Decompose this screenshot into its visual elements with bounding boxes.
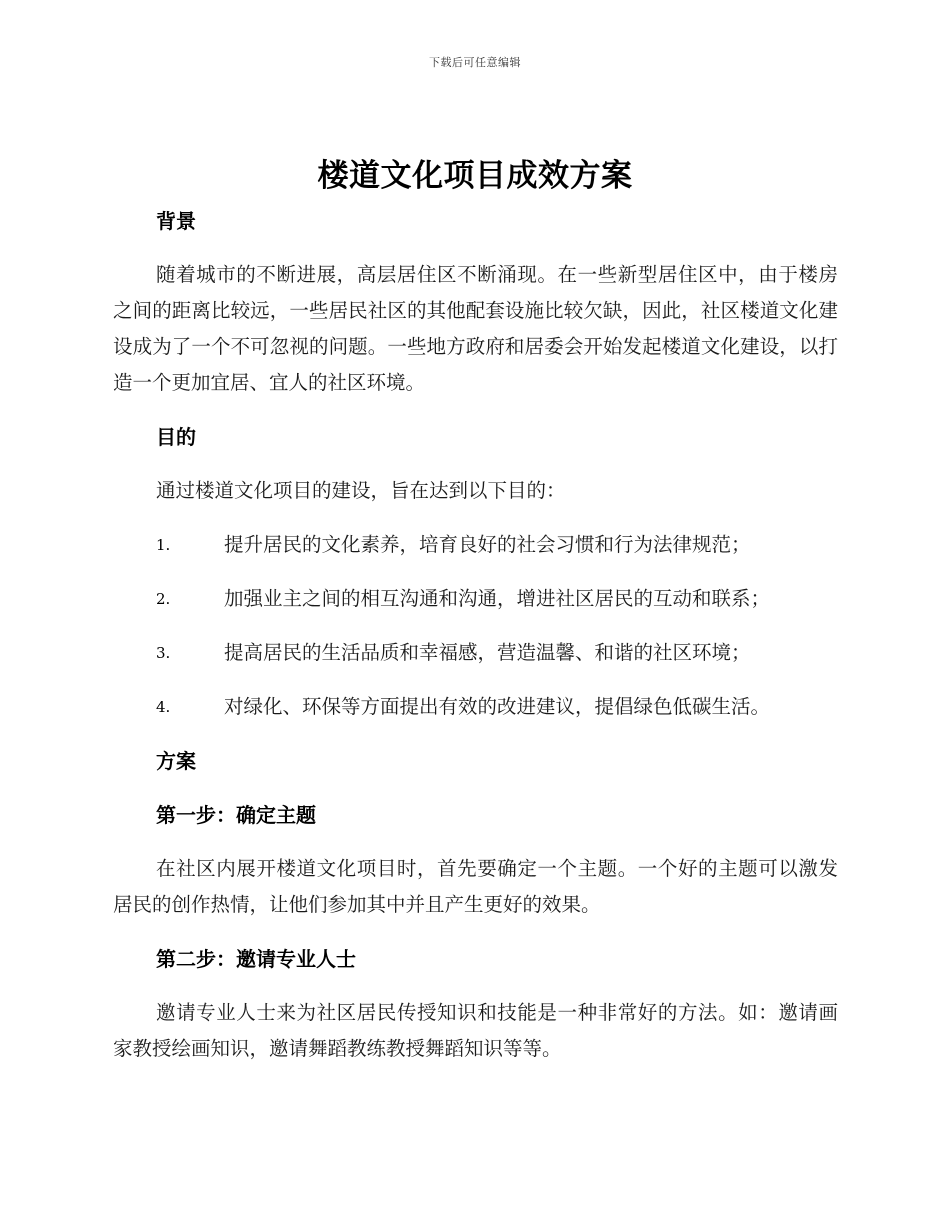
- list-item: [113, 527, 838, 563]
- list-item-text: 对绿化、环保等方面提出有效的改进建议，提倡绿色低碳生活。: [224, 695, 771, 718]
- step-heading-2: 第二步：邀请专业人士: [156, 947, 356, 971]
- purpose-list: [113, 527, 838, 725]
- section-heading-plan: 方案: [156, 749, 196, 773]
- list-item-text: 提升居民的文化素养，培育良好的社会习惯和行为法律规范；: [224, 533, 751, 556]
- section-heading-purpose: 目的: [156, 425, 196, 449]
- document-title: 楼道文化项目成效方案: [317, 158, 633, 194]
- document-body: [113, 203, 838, 1085]
- list-item-number: 1.: [156, 536, 171, 554]
- page-header-note: 下载后可任意编辑: [429, 56, 521, 69]
- section-heading-background: 背景: [156, 209, 196, 233]
- step-2-paragraph: 邀请专业人士来为社区居民传授知识和技能是一种非常好的方法。如：邀请画家教授绘画知识，邀请舞蹈教练教授舞蹈知识等等。: [113, 1001, 838, 1060]
- list-item: [113, 689, 838, 725]
- step-1-paragraph: 在社区内展开楼道文化项目时，首先要确定一个主题。一个好的主题可以激发居民的创作热情，让他们参加其中并且产生更好的效果。: [113, 857, 838, 916]
- list-item-number: 3.: [156, 644, 171, 662]
- list-item-number: 4.: [156, 698, 171, 716]
- list-item-number: 2.: [156, 590, 171, 608]
- list-item: [113, 581, 838, 617]
- purpose-intro: 通过楼道文化项目的建设，旨在达到以下目的：: [156, 479, 566, 502]
- background-paragraph: 随着城市的不断进展，高层居住区不断涌现。在一些新型居住区中，由于楼房之间的距离比较远，一些居民社区的其他配套设施比较欠缺，因此，社区楼道文化建设成为了一个不可忽视的问题。一些地方政府和居委会开始发起楼道文化建设，以打造一个更加宜居、宜人的社区环境。: [113, 263, 838, 394]
- step-heading-1: 第一步：确定主题: [156, 803, 316, 827]
- list-item-text: 提高居民的生活品质和幸福感，营造温馨、和谐的社区环境；: [224, 641, 751, 664]
- list-item: [113, 635, 838, 671]
- list-item-text: 加强业主之间的相互沟通和沟通，增进社区居民的互动和联系；: [224, 587, 771, 610]
